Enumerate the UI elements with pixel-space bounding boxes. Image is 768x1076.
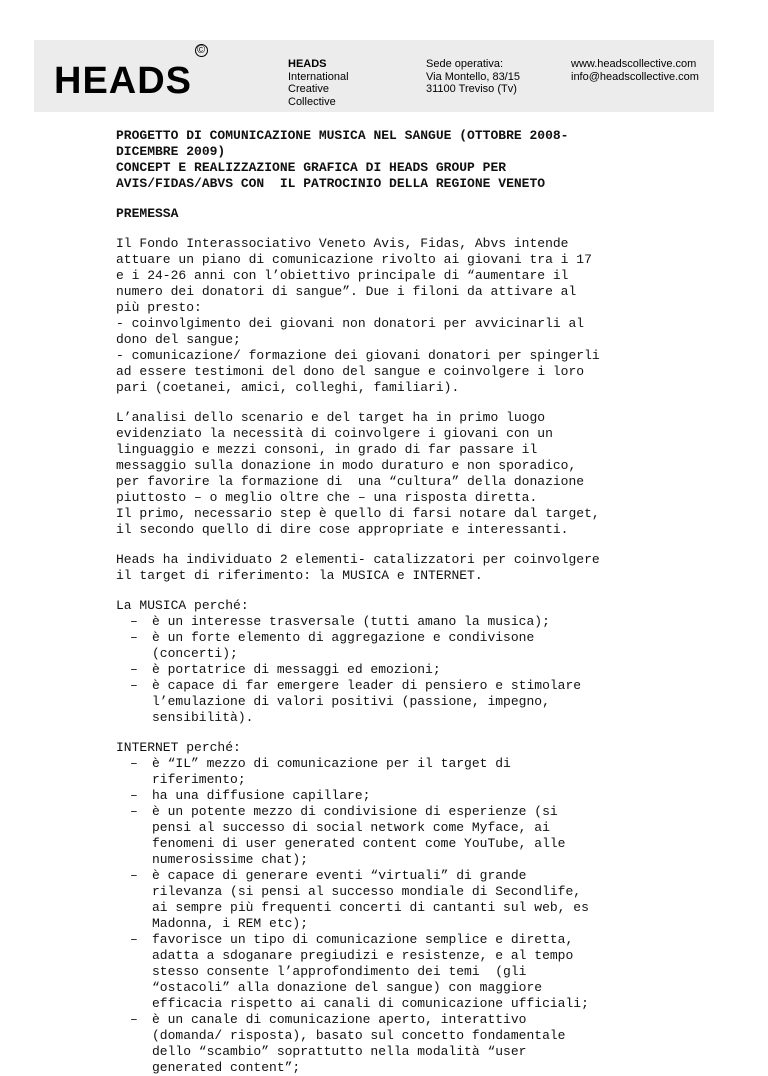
email-link[interactable]: info@headscollective.com — [571, 70, 699, 83]
doc-title-line: CONCEPT E REALIZZAZIONE GRAFICA DI HEADS GROUP PER — [116, 160, 507, 175]
doc-title-line: AVIS/FIDAS/ABVS CON IL PATROCINIO DELLA REGIONE VENETO — [116, 176, 546, 191]
list-item: – è un potente mezzo di condivisione di esperienze (si pensi al successo di social network come Myface, ai fenomeni di user generated content come YouTube, alle numerosissime chat); — [130, 804, 716, 868]
list-intro: La MUSICA perché: — [116, 598, 249, 613]
website-link[interactable]: www.headscollective.com — [571, 58, 697, 70]
list-item: – favorisce un tipo di comunicazione semplice e diretta, adatta a sdoganare pregiudizi e resistenze, e al tempo stesso consente l’approfondimento dei temi (gli “ostacoli” alla donazione del sangue) con maggiore efficacia rispetto ai canali di comunicazione ufficiali; — [130, 932, 716, 1012]
document-body — [116, 128, 716, 1076]
paragraph: Il Fondo Interassociativo Veneto Avis, Fidas, Abvs intende attuare un piano di comunicazione rivolto ai giovani tra i 17 e i 24-26 anni con l’obiettivo principale di “aumentare il numero dei donatori di sangue”. Due i filoni da attivare al più presto: - coinvolgimento dei giovani non donatori per avvicinarli al dono del sangue; - comunicazione/ formazione dei giovani donatori per spingerli ad essere testimoni del dono del sangue e coinvolgere i loro pari (coetanei, amici, colleghi, familiari). — [116, 236, 600, 395]
address-line: Via Montello, 83/15 — [426, 70, 520, 83]
list-item: – è “IL” mezzo di comunicazione per il target di riferimento; — [130, 756, 716, 788]
list-item: – ha una diffusione capillare; — [130, 788, 716, 804]
list-item: – è capace di generare eventi “virtuali” di grande rilevanza (si pensi al successo mondiale di Secondlife, ai sempre più frequenti concerti di cantanti sul web, es Madonna, i REM etc); — [130, 868, 716, 932]
doc-title-line: DICEMBRE 2009) — [116, 144, 226, 159]
list-item: – è un canale di comunicazione aperto, interattivo (domanda/ risposta), basato sul concetto fondamentale dello “scambio” soprattutto nella modalità “user generated content”; — [130, 1012, 716, 1076]
address-line: Sede operativa: — [426, 58, 504, 70]
musica-list — [116, 614, 716, 726]
letterhead — [34, 40, 714, 112]
contact-block — [571, 58, 699, 83]
paragraph: Heads ha individuato 2 elementi- catalizzatori per coinvolgere il target di riferimento: la MUSICA e INTERNET. — [116, 552, 600, 583]
logo-text: HEADS — [54, 60, 193, 102]
doc-title-line: PROGETTO DI COMUNICAZIONE MUSICA NEL SANGUE (OTTOBRE 2008- — [116, 128, 569, 143]
list-item: – è un interesse trasversale (tutti amano la musica); — [130, 614, 716, 630]
list-intro: INTERNET perché: — [116, 740, 241, 755]
org-line: Creative — [288, 83, 329, 95]
heads-logo — [54, 44, 208, 102]
address-block — [426, 58, 520, 96]
org-line: International — [288, 70, 349, 83]
list-item: – è capace di far emergere leader di pensiero e stimolare l’emulazione di valori positivi (passione, impegno, sensibilità). — [130, 678, 716, 726]
org-name-block — [288, 58, 349, 108]
paragraph: L’analisi dello scenario e del target ha in primo luogo evidenziato la necessità di coinvolgere i giovani con un linguaggio e mezzi consoni, in grado di far passare il messaggio sulla donazione in modo duraturo e non sporadico, per favorire la formazione di una “cultura” della donazione piuttosto – o meglio oltre che – una risposta diretta. Il primo, necessario step è quello di farsi notare dal target, il secondo quello di dire cose appropriate e interessanti. — [116, 410, 600, 537]
org-line: Collective — [288, 95, 336, 108]
list-item: – è portatrice di messaggi ed emozioni; — [130, 662, 716, 678]
org-name: HEADS — [288, 58, 327, 70]
copyright-icon: © — [196, 44, 207, 56]
address-line: 31100 Treviso (Tv) — [426, 83, 517, 95]
section-heading: PREMESSA — [116, 206, 179, 221]
list-item: – è un forte elemento di aggregazione e condivisone (concerti); — [130, 630, 716, 662]
internet-list — [116, 756, 716, 1076]
